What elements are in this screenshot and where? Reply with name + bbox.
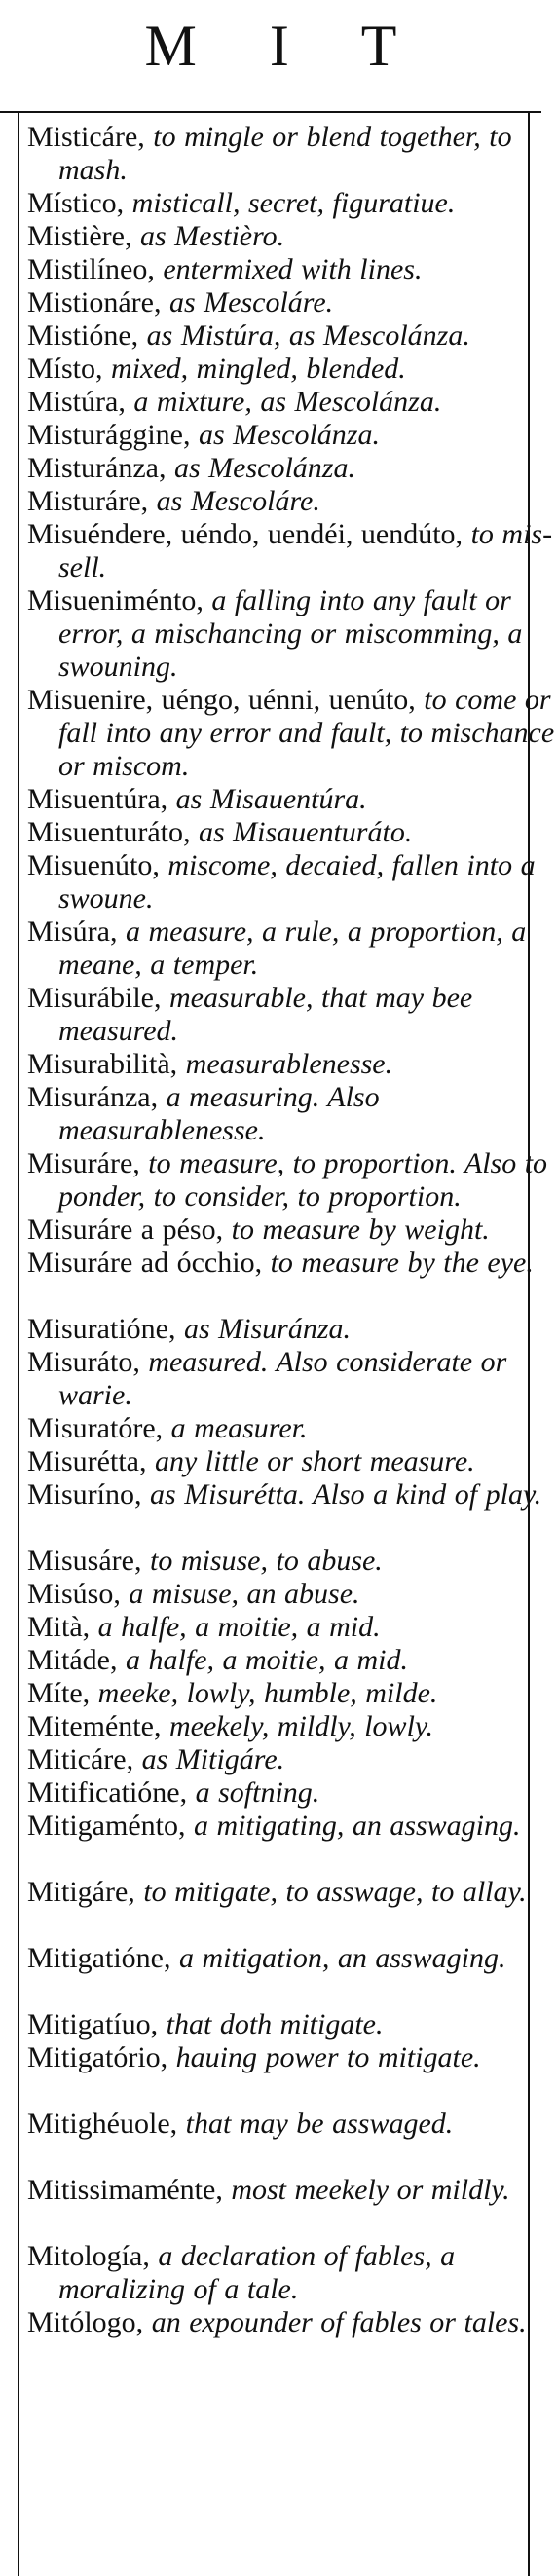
definition: to mingle or blend together, to mash. (58, 121, 512, 186)
definition: a halfe, a moitie, a mid. (97, 1611, 381, 1643)
headword: Misusáre, (27, 1545, 142, 1577)
definition: a measuring. Also measurablenesse. (58, 1081, 380, 1146)
headword: Misurábile, (27, 982, 162, 1014)
definition: to mitigate, to asswage, to allay. (143, 1876, 527, 1908)
dictionary-entry (27, 253, 557, 286)
headword: Misuríno, (27, 1478, 142, 1511)
definition: to measure, to proportion. Also to ponder, to consider, to proportion. (58, 1147, 548, 1213)
dictionary-entries (27, 121, 555, 2575)
headword: Mità, (27, 1611, 91, 1643)
headword: Misticáre, (27, 121, 145, 153)
definition: most meekely or mildly. (231, 2174, 510, 2206)
definition: hauing power to mitigate. (175, 2041, 481, 2073)
definition: to misuse, to abuse. (149, 1545, 383, 1577)
dictionary-entry (27, 1147, 557, 1213)
definition: that doth mitigate. (166, 2008, 384, 2040)
dictionary-entry (27, 2108, 557, 2141)
headword: Misuráre ad ócchio, (27, 1247, 263, 1279)
definition: a measurer. (170, 1412, 308, 1444)
dictionary-entry (27, 353, 557, 386)
dictionary-entry (27, 1081, 557, 1147)
headword: Misuráre, (27, 1147, 140, 1179)
headword: Mistúra, (27, 386, 126, 418)
headword: Míte, (27, 1677, 91, 1709)
headword: Mitificatióne, (27, 1776, 188, 1809)
definition: an expounder of fables or tales. (151, 2306, 527, 2338)
definition: miscome, decaied, fallen into a swoune. (58, 849, 536, 915)
column-left-rule (18, 113, 19, 2576)
definition: measurable, that may bee measured. (58, 982, 473, 1047)
dictionary-entry (27, 2240, 557, 2306)
dictionary-entry (27, 915, 557, 982)
dictionary-entry (27, 1445, 557, 1478)
running-head: M I T (144, 14, 427, 78)
definition: a mixture, as Mescolánza. (133, 386, 442, 418)
definition: as Misurétta. Also a kind of play. (150, 1478, 542, 1511)
headword: Misuráre a péso, (27, 1213, 224, 1246)
dictionary-entry (27, 684, 557, 783)
definition: a misuse, an abuse. (129, 1578, 360, 1610)
headword: Mitigaménto, (27, 1810, 186, 1842)
headword: Misturáre, (27, 485, 149, 517)
dictionary-entry (27, 1478, 557, 1512)
dictionary-entry (27, 584, 557, 684)
dictionary-entry (27, 220, 557, 253)
headword: Mitigatório, (27, 2041, 168, 2073)
definition: a declaration of fables, a moralizing of a tale. (58, 2240, 456, 2305)
headword: Misuratóre, (27, 1412, 164, 1444)
dictionary-entry (27, 1213, 557, 1247)
definition: as Mescoláre. (168, 286, 334, 318)
definition: as Mistúra, as Mescolánza. (146, 319, 470, 352)
dictionary-entry (27, 849, 557, 915)
headword: Misueniménto, (27, 584, 204, 616)
definition: a mitigating, an asswaging. (193, 1810, 521, 1842)
dictionary-entry (27, 1810, 557, 1843)
dictionary-entry (27, 1776, 557, 1810)
definition: a halfe, a moitie, a mid. (125, 1644, 408, 1676)
dictionary-entry (27, 816, 557, 849)
definition: mixed, mingled, blended. (111, 353, 406, 385)
definition: a falling into any fault or error, a mischancing or miscomming, a swouning. (58, 584, 523, 683)
dictionary-entry (27, 1247, 557, 1280)
dictionary-entry (27, 485, 557, 518)
definition: any little or short measure. (154, 1445, 475, 1477)
headword: Mitólogo, (27, 2306, 144, 2338)
definition: misticall, secret, figuratiue. (131, 187, 456, 219)
definition: as Mescolánza. (198, 419, 380, 451)
headword: Misuentúra, (27, 783, 168, 815)
definition: as Mescoláre. (156, 485, 320, 517)
headword: Misuráto, (27, 1346, 140, 1378)
headword: Misurétta, (27, 1445, 147, 1477)
definition: a mitigation, an asswaging. (178, 1942, 506, 1974)
dictionary-entry (27, 1743, 557, 1776)
dictionary-entry (27, 783, 557, 816)
dictionary-entry (27, 286, 557, 319)
dictionary-entry (27, 1048, 557, 1081)
definition: as Misauenturáto. (198, 816, 413, 848)
definition: as Mescolánza. (173, 452, 355, 484)
definition: that may be asswaged. (185, 2108, 454, 2140)
headword: Misuenúto, (27, 849, 160, 881)
dictionary-entry (27, 2008, 557, 2041)
dictionary-entry (27, 1412, 557, 1445)
definition: measured. Also considerate or warie. (58, 1346, 507, 1411)
definition: to measure by weight. (231, 1213, 490, 1246)
headword: Misuenturáto, (27, 816, 191, 848)
headword: Mitissimaménte, (27, 2174, 223, 2206)
headword: Mistilíneo, (27, 253, 155, 285)
dictionary-entry (27, 1677, 557, 1710)
definition: measurablenesse. (185, 1048, 393, 1080)
dictionary-entry (27, 1644, 557, 1677)
headword: Mitigatióne, (27, 1942, 171, 1974)
headword: Mitología, (27, 2240, 150, 2272)
definition: a softning. (195, 1776, 320, 1809)
definition: meekely, mildly, lowly. (168, 1710, 434, 1742)
dictionary-entry (27, 982, 557, 1048)
headword: Mitáde, (27, 1644, 118, 1676)
definition: as Misuránza. (183, 1313, 352, 1345)
headword: Misuéndere, uéndo, uendéi, uendúto, (27, 518, 464, 550)
dictionary-entry (27, 187, 557, 220)
dictionary-entry (27, 518, 557, 584)
definition: as Mestièro. (139, 220, 285, 252)
headword: Mistionáre, (27, 286, 162, 318)
headword: Místico, (27, 187, 125, 219)
dictionary-entry (27, 1313, 557, 1346)
definition: as Misauentúra. (175, 783, 367, 815)
definition: to mis-sell. (58, 518, 553, 583)
dictionary-entry (27, 1710, 557, 1743)
dictionary-entry (27, 452, 557, 485)
dictionary-entry (27, 419, 557, 452)
headword: Misurabilità, (27, 1048, 178, 1080)
definition: meeke, lowly, humble, milde. (97, 1677, 438, 1709)
headword: Misuratióne, (27, 1313, 176, 1345)
dictionary-entry (27, 2174, 557, 2207)
definition: entermixed with lines. (163, 253, 423, 285)
headword: Miticáre, (27, 1743, 134, 1775)
headword: Mistière, (27, 220, 132, 252)
headword: Miteménte, (27, 1710, 162, 1742)
definition: to measure by the eye. (270, 1247, 534, 1279)
definition: a measure, a rule, a proportion, a meane, a temper. (58, 915, 527, 981)
definition: as Mitigáre. (141, 1743, 285, 1775)
dictionary-entry (27, 2041, 557, 2074)
headword: Misturággine, (27, 419, 191, 451)
headword: Místo, (27, 353, 103, 385)
headword: Misturánza, (27, 452, 167, 484)
page-header (0, 0, 541, 117)
headword: Misúra, (27, 915, 118, 948)
headword: Mitighéuole, (27, 2108, 178, 2140)
headword: Misuenire, uéngo, uénni, uenúto, (27, 684, 416, 716)
dictionary-entry (27, 1545, 557, 1578)
definition: to come or fall into any error and fault, to mischance or miscom. (58, 684, 555, 782)
dictionary-entry (27, 1942, 557, 1975)
dictionary-entry (27, 1346, 557, 1412)
dictionary-entry (27, 2306, 557, 2339)
headword: Mitigatíuo, (27, 2008, 159, 2040)
dictionary-entry (27, 1876, 557, 1909)
header-rule (0, 111, 541, 113)
headword: Misuránza, (27, 1081, 159, 1113)
dictionary-entry (27, 1611, 557, 1644)
headword: Mistióne, (27, 319, 139, 352)
dictionary-entry (27, 121, 557, 187)
headword: Mitigáre, (27, 1876, 135, 1908)
dictionary-entry (27, 386, 557, 419)
dictionary-entry (27, 1578, 557, 1611)
dictionary-entry (27, 319, 557, 353)
headword: Misúso, (27, 1578, 121, 1610)
